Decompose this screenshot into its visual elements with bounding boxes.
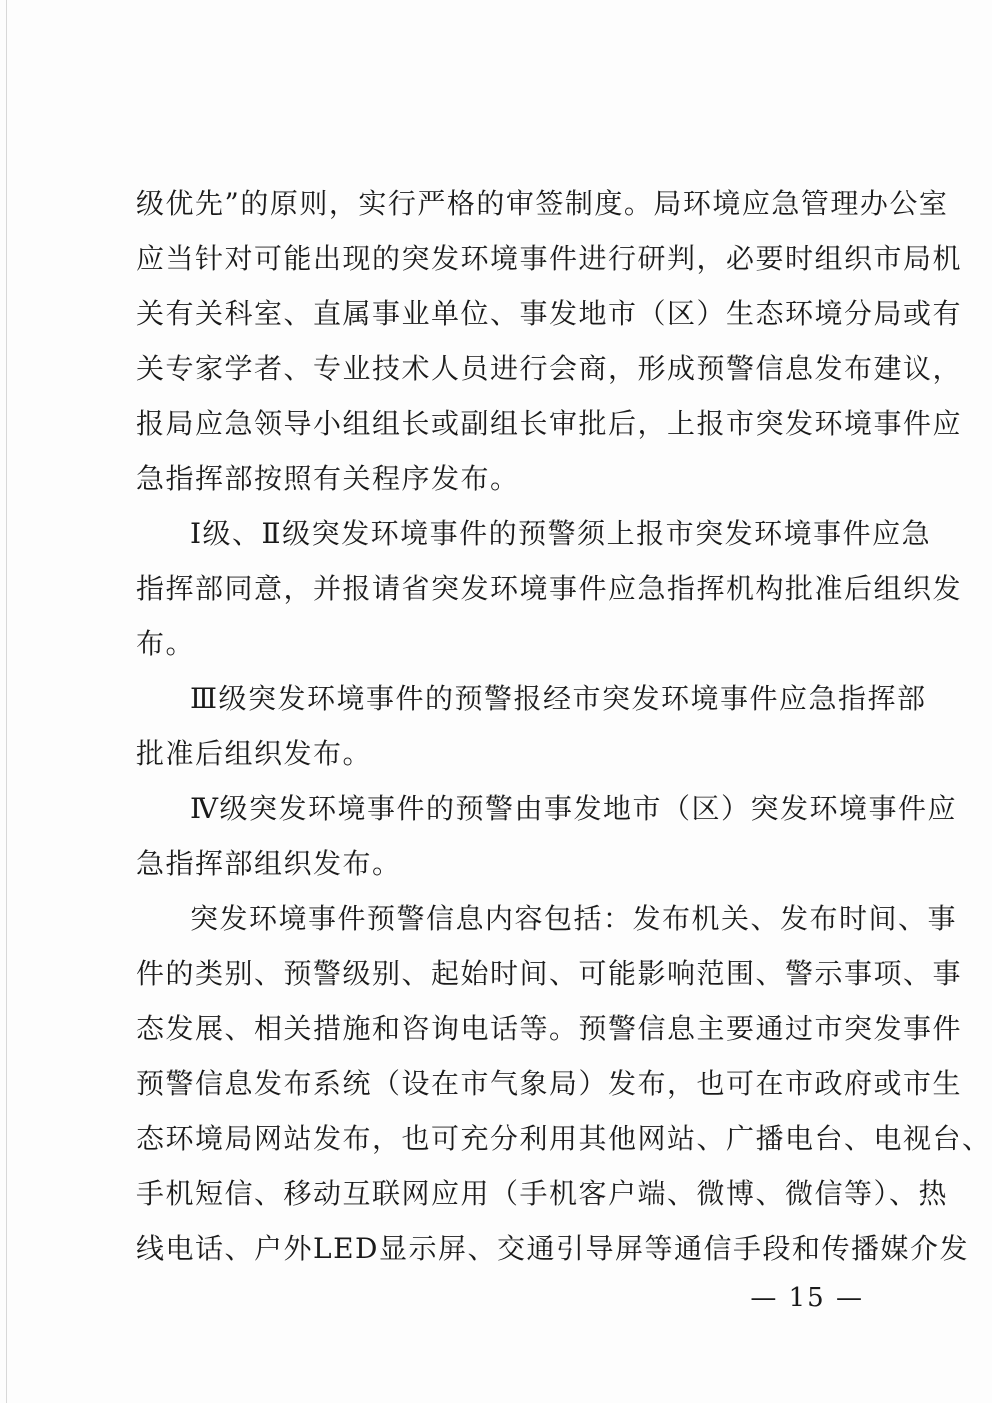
text-line: 件的类别、预警级别、起始时间、可能影响范围、警示事项、事 [136,957,963,990]
text-line: Ⅲ级突发环境事件的预警报经市突发环境事件应急指挥部 [190,682,927,715]
page-number: — 15 — [750,1283,864,1313]
text-line: Ⅳ级突发环境事件的预警由事发地市（区）突发环境事件应 [190,792,957,825]
text-line: 批准后组织发布。 [136,737,373,770]
text-line: 急指挥部组织发布。 [136,847,402,880]
text-line: 急指挥部按照有关程序发布。 [136,462,520,495]
text-line: 态环境局网站发布，也可充分利用其他网站、广播电台、电视台、 [136,1122,992,1155]
text-line: 布。 [136,627,196,660]
text-line: 指挥部同意，并报请省突发环境事件应急指挥机构批准后组织发 [136,572,963,605]
text-line: 关专家学者、专业技术人员进行会商，形成预警信息发布建议， [136,352,963,385]
text-line: 态发展、相关措施和咨询电话等。预警信息主要通过市突发事件 [136,1012,963,1045]
text-line: 手机短信、移动互联网应用（手机客户端、微博、微信等）、热 [136,1177,949,1210]
text-line: 关有关科室、直属事业单位、事发地市（区）生态环境分局或有 [136,297,963,330]
text-line: Ⅰ级、Ⅱ级突发环境事件的预警须上报市突发环境事件应急 [190,517,932,550]
text-line: 线电话、户外LED显示屏、交通引导屏等通信手段和传播媒介发 [136,1232,969,1265]
text-line: 预警信息发布系统（设在市气象局）发布，也可在市政府或市生 [136,1067,963,1100]
text-line: 级优先”的原则，实行严格的审签制度。局环境应急管理办公室 [136,187,949,220]
text-line: 报局应急领导小组组长或副组长审批后，上报市突发环境事件应 [136,407,963,440]
text-line: 应当针对可能出现的突发环境事件进行研判，必要时组织市局机 [136,242,963,275]
text-line: 突发环境事件预警信息内容包括：发布机关、发布时间、事 [190,902,958,935]
scan-edge-line [6,0,7,1403]
